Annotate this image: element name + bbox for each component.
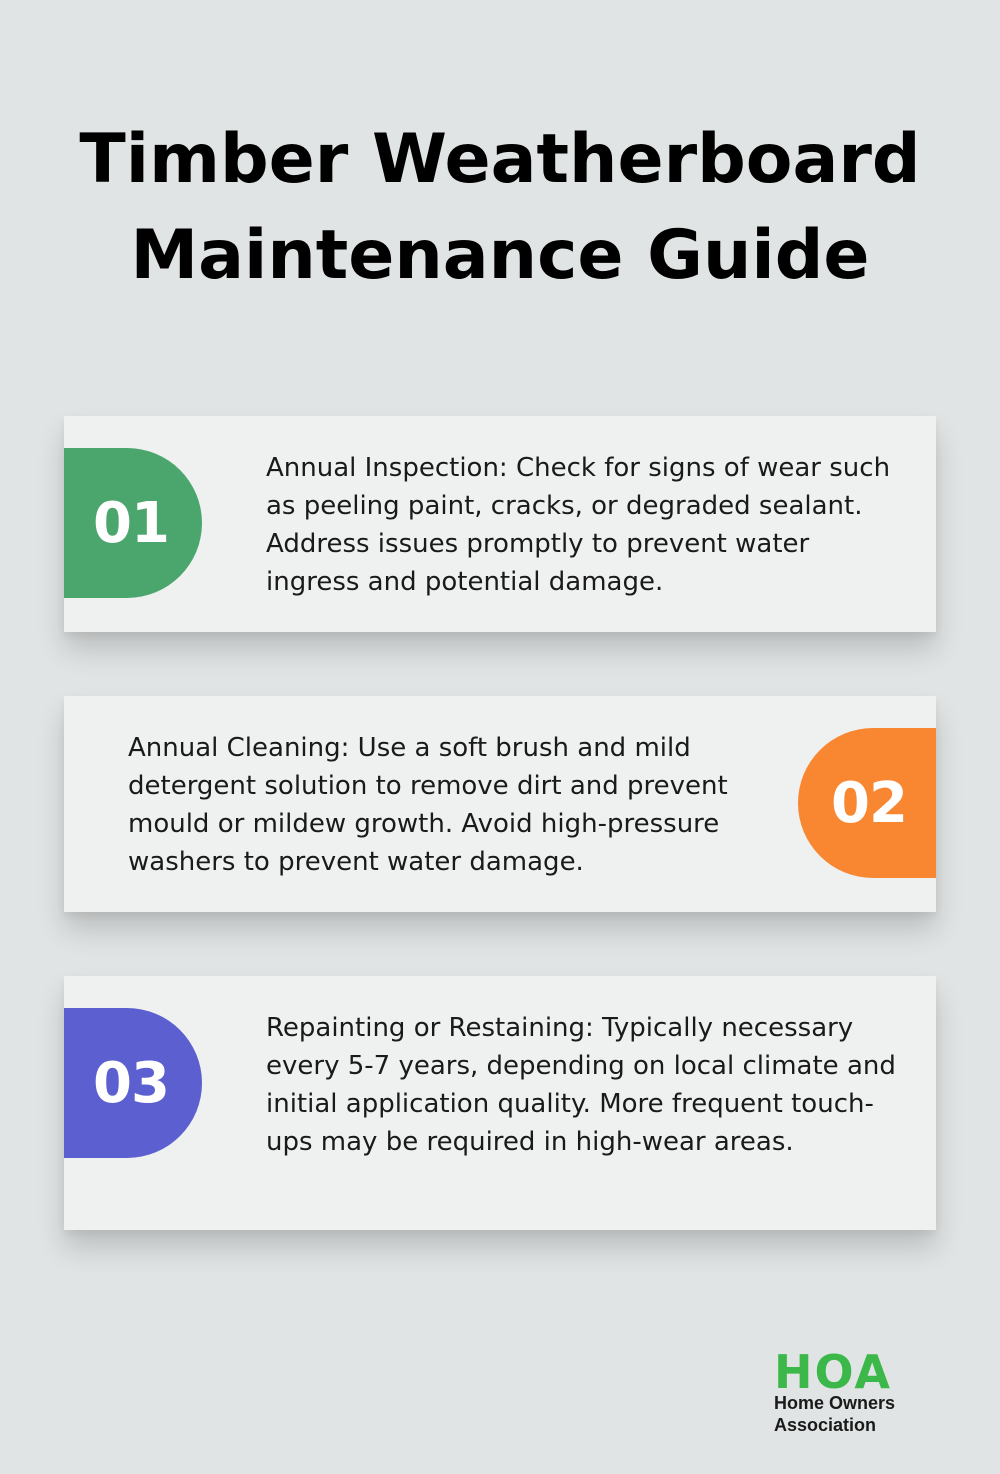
- hoa-logo-mark: HOA: [774, 1345, 892, 1399]
- hoa-logo: [774, 1345, 944, 1436]
- step-number-badge-1: 01: [64, 448, 202, 598]
- step-description-3: Repainting or Restaining: Typically necessary every 5-7 years, depending on local climate and initial application quality. More frequent touch-ups may be required in high-wear areas.: [266, 1013, 896, 1157]
- page-title: [0, 112, 1000, 304]
- hoa-logo-line-1: Home Owners: [774, 1393, 896, 1413]
- hoa-logo-line-2: Association: [774, 1415, 877, 1435]
- title-line-1: Timber Weatherboard: [79, 120, 921, 199]
- step-number-badge-3: 03: [64, 1008, 202, 1158]
- step-card-3: [64, 976, 936, 1230]
- step-description-1: Annual Inspection: Check for signs of wear such as peeling paint, cracks, or degraded sealant. Address issues promptly to prevent water ingress and potential damage.: [266, 453, 891, 597]
- step-number-badge-2: 02: [798, 728, 936, 878]
- step-card-2: [64, 696, 936, 912]
- step-description-2: Annual Cleaning: Use a soft brush and mild detergent solution to remove dirt and prevent mould or mildew growth. Avoid high-pressure washers to prevent water damage.: [128, 733, 728, 877]
- title-line-2: Maintenance Guide: [130, 216, 870, 295]
- step-card-1: [64, 416, 936, 632]
